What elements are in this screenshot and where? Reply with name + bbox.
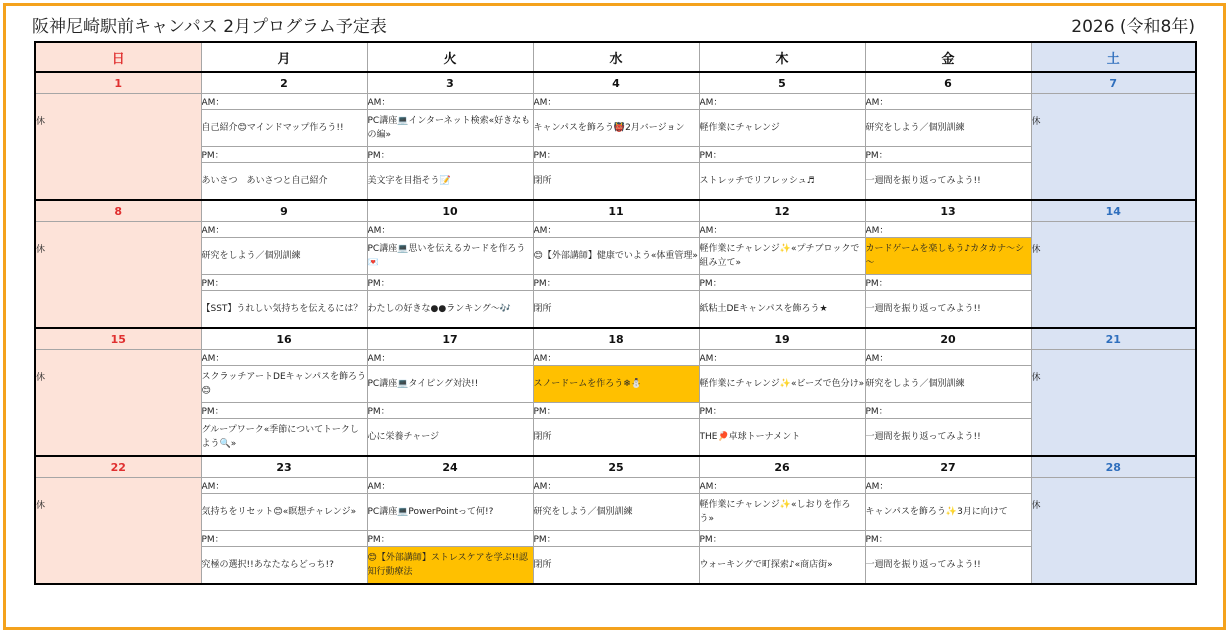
am-activity: 😊【外部講師】健康でいよう«体重管理» (533, 238, 699, 275)
am-label: AM： (533, 222, 699, 238)
pm-activity: 閉所 (533, 163, 699, 201)
weekday-header-row (35, 42, 1196, 72)
weekday-header-sun: 日 (35, 42, 201, 72)
pm-activity-row (35, 419, 1196, 457)
pm-label: PM： (201, 147, 367, 163)
am-label: AM： (865, 478, 1031, 494)
date-row (35, 328, 1196, 350)
rest-label: 休 (36, 373, 46, 383)
date-number: 1 (35, 72, 201, 94)
am-label: AM： (699, 222, 865, 238)
am-label: AM： (865, 222, 1031, 238)
am-label: AM： (367, 350, 533, 366)
pm-label: PM： (865, 403, 1031, 419)
date-number: 17 (367, 328, 533, 350)
rest-label: 休 (36, 245, 46, 255)
pm-label-row (35, 403, 1196, 419)
rest-label: 休 (1031, 373, 1041, 383)
date-number: 13 (865, 200, 1031, 222)
date-number: 20 (865, 328, 1031, 350)
date-number: 26 (699, 456, 865, 478)
pm-activity: 美文字を目指そう📝 (367, 163, 533, 201)
sunday-cell (35, 478, 201, 585)
year-label: 2026 (令和8年) (1071, 17, 1195, 37)
pm-label: PM： (865, 147, 1031, 163)
am-label: AM： (201, 350, 367, 366)
pm-label: PM： (699, 147, 865, 163)
am-activity: 自己紹介😊マインドマップ作ろう!! (201, 110, 367, 147)
am-label: AM： (533, 350, 699, 366)
pm-label: PM： (367, 275, 533, 291)
date-number: 5 (699, 72, 865, 94)
am-activity-row (35, 494, 1196, 531)
am-label: AM： (201, 222, 367, 238)
pm-activity: 心に栄養チャージ (367, 419, 533, 457)
date-number: 27 (865, 456, 1031, 478)
pm-activity: ストレッチでリフレッシュ♬ (699, 163, 865, 201)
saturday-cell (1031, 478, 1196, 585)
am-activity: 気持ちをリセット😊«瞑想チャレンジ» (201, 494, 367, 531)
am-label: AM： (533, 94, 699, 110)
pm-label-row (35, 147, 1196, 163)
pm-label: PM： (367, 531, 533, 547)
am-activity: PC講座💻思いを伝えるカードを作ろう💌 (367, 238, 533, 275)
date-number: 8 (35, 200, 201, 222)
date-number: 18 (533, 328, 699, 350)
saturday-cell (1031, 350, 1196, 457)
pm-activity: 紙粘土DEキャンパスを飾ろう★ (699, 291, 865, 329)
am-activity-row (35, 366, 1196, 403)
rest-label: 休 (1031, 117, 1041, 127)
pm-activity: 閉所 (533, 419, 699, 457)
am-activity: スノードームを作ろう❄⛄ (533, 366, 699, 403)
date-number: 9 (201, 200, 367, 222)
date-number: 11 (533, 200, 699, 222)
pm-activity-row (35, 547, 1196, 585)
pm-label: PM： (865, 531, 1031, 547)
pm-label: PM： (533, 275, 699, 291)
pm-label-row (35, 275, 1196, 291)
pm-label: PM： (699, 531, 865, 547)
date-number: 6 (865, 72, 1031, 94)
am-activity: PC講座💻インターネット検索«好きなもの編» (367, 110, 533, 147)
am-activity: 軽作業にチャレンジ✨«ビーズで色分け» (699, 366, 865, 403)
date-number: 10 (367, 200, 533, 222)
date-row (35, 200, 1196, 222)
date-number: 7 (1031, 72, 1196, 94)
am-activity: 研究をしよう／個別訓練 (865, 366, 1031, 403)
saturday-cell (1031, 94, 1196, 201)
pm-activity: ウォーキングで町探索♪«商店街» (699, 547, 865, 585)
pm-activity-row (35, 291, 1196, 329)
am-activity: 軽作業にチャレンジ✨«プチブロックで組み立て» (699, 238, 865, 275)
date-number: 21 (1031, 328, 1196, 350)
weekday-header-tue: 火 (367, 42, 533, 72)
pm-label: PM： (533, 147, 699, 163)
date-number: 14 (1031, 200, 1196, 222)
pm-activity: 【SST】うれしい気持ちを伝えるには？ (201, 291, 367, 329)
pm-activity: 一週間を振り返ってみよう!! (865, 547, 1031, 585)
am-activity: キャンパスを飾ろう✨3月に向けて (865, 494, 1031, 531)
date-number: 28 (1031, 456, 1196, 478)
pm-label: PM： (699, 275, 865, 291)
pm-activity: 閉所 (533, 291, 699, 329)
am-activity: カードゲームを楽しもう♪カタカナ～シ～ (865, 238, 1031, 275)
sunday-cell (35, 222, 201, 329)
am-label: AM： (533, 478, 699, 494)
am-label: AM： (201, 94, 367, 110)
sunday-cell (35, 350, 201, 457)
pm-activity: グループワーク«季節についてトークしよう🔍» (201, 419, 367, 457)
weekday-header-fri: 金 (865, 42, 1031, 72)
pm-activity: わたしの好きな●●ランキング～🎶 (367, 291, 533, 329)
am-label: AM： (865, 94, 1031, 110)
date-row (35, 72, 1196, 94)
date-number: 22 (35, 456, 201, 478)
am-activity: 研究をしよう／個別訓練 (865, 110, 1031, 147)
pm-label: PM： (865, 275, 1031, 291)
am-label: AM： (367, 478, 533, 494)
pm-label: PM： (201, 275, 367, 291)
date-number: 15 (35, 328, 201, 350)
am-label: AM： (699, 94, 865, 110)
am-activity: 軽作業にチャレンジ✨«しおりを作ろう» (699, 494, 865, 531)
pm-label: PM： (201, 403, 367, 419)
am-activity: スクラッチアートDEキャンパスを飾ろう😊 (201, 366, 367, 403)
page-title: 阪神尼崎駅前キャンパス 2月プログラム予定表 (32, 17, 387, 37)
date-number: 24 (367, 456, 533, 478)
date-number: 2 (201, 72, 367, 94)
am-label-row (35, 94, 1196, 110)
pm-label: PM： (533, 531, 699, 547)
rest-label: 休 (1031, 245, 1041, 255)
am-activity: PC講座💻PowerPointって何!? (367, 494, 533, 531)
am-label: AM： (367, 94, 533, 110)
weekday-header-wed: 水 (533, 42, 699, 72)
date-number: 23 (201, 456, 367, 478)
saturday-cell (1031, 222, 1196, 329)
pm-activity: THE🏓卓球トーナメント (699, 419, 865, 457)
pm-activity: 一週間を振り返ってみよう!! (865, 419, 1031, 457)
rest-label: 休 (1031, 501, 1041, 511)
date-number: 3 (367, 72, 533, 94)
pm-label: PM： (367, 147, 533, 163)
pm-activity: 一週間を振り返ってみよう!! (865, 163, 1031, 201)
weekday-header-thu: 木 (699, 42, 865, 72)
rest-label: 休 (36, 117, 46, 127)
am-activity: PC講座💻タイピング対決!! (367, 366, 533, 403)
date-number: 25 (533, 456, 699, 478)
am-activity: 軽作業にチャレンジ (699, 110, 865, 147)
date-row (35, 456, 1196, 478)
am-label: AM： (865, 350, 1031, 366)
sunday-cell (35, 94, 201, 201)
schedule-table (34, 41, 1197, 585)
am-activity: 研究をしよう／個別訓練 (533, 494, 699, 531)
date-number: 19 (699, 328, 865, 350)
pm-activity: あいさつ あいさつと自己紹介 (201, 163, 367, 201)
weekday-header-sat: 土 (1031, 42, 1196, 72)
weekday-header-mon: 月 (201, 42, 367, 72)
am-activity-row (35, 110, 1196, 147)
pm-label: PM： (699, 403, 865, 419)
am-label-row (35, 350, 1196, 366)
am-activity: 研究をしよう／個別訓練 (201, 238, 367, 275)
pm-activity: 一週間を振り返ってみよう!! (865, 291, 1031, 329)
am-label: AM： (699, 478, 865, 494)
am-label-row (35, 222, 1196, 238)
pm-activity: 閉所 (533, 547, 699, 585)
pm-label: PM： (367, 403, 533, 419)
pm-label-row (35, 531, 1196, 547)
pm-label: PM： (201, 531, 367, 547)
am-label-row (35, 478, 1196, 494)
rest-label: 休 (36, 501, 46, 511)
am-label: AM： (201, 478, 367, 494)
pm-label: PM： (533, 403, 699, 419)
am-label: AM： (699, 350, 865, 366)
am-activity-row (35, 238, 1196, 275)
date-number: 4 (533, 72, 699, 94)
date-number: 12 (699, 200, 865, 222)
date-number: 16 (201, 328, 367, 350)
am-activity: キャンパスを飾ろう👹2月バージョン (533, 110, 699, 147)
pm-activity-row (35, 163, 1196, 201)
pm-activity: 究極の選択!!あなたならどっち!? (201, 547, 367, 585)
am-label: AM： (367, 222, 533, 238)
pm-activity: 😊【外部講師】ストレスケアを学ぶ!!認知行動療法 (367, 547, 533, 585)
